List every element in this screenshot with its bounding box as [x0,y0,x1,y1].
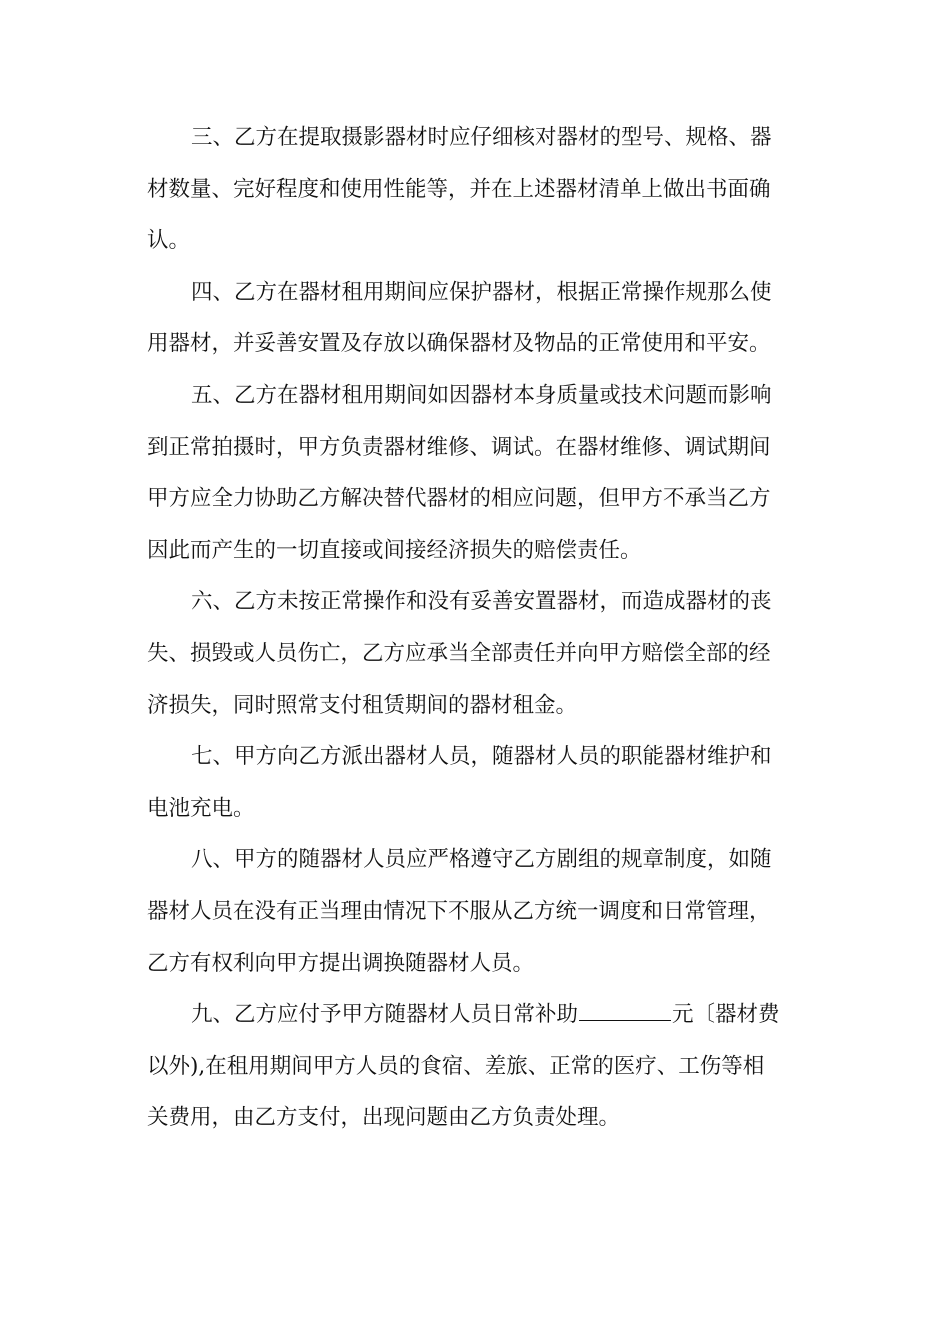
clause-6 [147,576,797,731]
clause-6-line-2: 失、损毁或人员伤亡，乙方应承当全部责任并向甲方赔偿全部的经 [147,640,771,666]
clause-3-line-1: 三、乙方在提取摄影器材时应仔细核对器材的型号、规格、器 [191,125,772,150]
clause-6-line-1: 六、乙方未按正常操作和没有妥善安置器材，而造成器材的丧 [191,589,772,615]
clause-9-text-after-blank: 元〔器材费 [672,1002,780,1028]
clause-8-line-1: 八、甲方的随器材人员应严格遵守乙方剧组的规章制度，如随 [191,847,772,873]
clause-9-line-2: 以外),在租用期间甲方人员的食宿、差旅、正常的医疗、工伤等相 [147,1053,765,1079]
clause-5-line-4: 因此而产生的一切直接或间接经济损失的赔偿责任。 [147,537,642,563]
clause-8-line-3: 乙方有权利向甲方提出调换随器材人员。 [147,950,535,976]
clause-7-line-2: 电池充电。 [147,795,255,821]
clause-5-line-2: 到正常拍摄时，甲方负责器材维修、调试。在器材维修、调试期间 [147,434,771,460]
clause-9-text-before-blank: 九、乙方应付予甲方随器材人员日常补助 [191,1002,579,1028]
clause-3 [147,112,797,267]
clause-4-line-2: 用器材，并妥善安置及存放以确保器材及物品的正常使用和平安。 [147,331,771,357]
clause-5-line-1: 五、乙方在器材租用期间如因器材本身质量或技术问题而影响 [191,382,772,408]
clause-9-line-1 [147,989,797,1041]
clause-7-line-1: 七、甲方向乙方派出器材人员，随器材人员的职能器材维护和 [191,744,772,770]
clause-8-line-2: 器材人员在没有正当理由情况下不服从乙方统一调度和日常管理， [147,898,771,924]
clause-9-line-3: 关费用，由乙方支付，出现问题由乙方负责处理。 [147,1105,621,1131]
clause-8 [147,834,797,989]
clause-7 [147,731,797,834]
document-body [147,112,797,1144]
clause-6-line-3: 济损失，同时照常支付租赁期间的器材租金。 [147,692,578,718]
clause-5 [147,370,797,576]
clause-3-line-2: 材数量、完好程度和使用性能等，并在上述器材清单上做出书面确 [147,176,771,202]
clause-3-line-3: 认。 [147,228,191,254]
clause-5-line-3: 甲方应全力协助乙方解决替代器材的相应问题，但甲方不承当乙方 [147,486,771,512]
clause-4-line-1: 四、乙方在器材租用期间应保护器材，根据正常操作规那么使 [191,279,772,305]
clause-4 [147,267,797,370]
clause-9 [147,989,797,1144]
subsidy-amount-blank [579,1002,671,1021]
